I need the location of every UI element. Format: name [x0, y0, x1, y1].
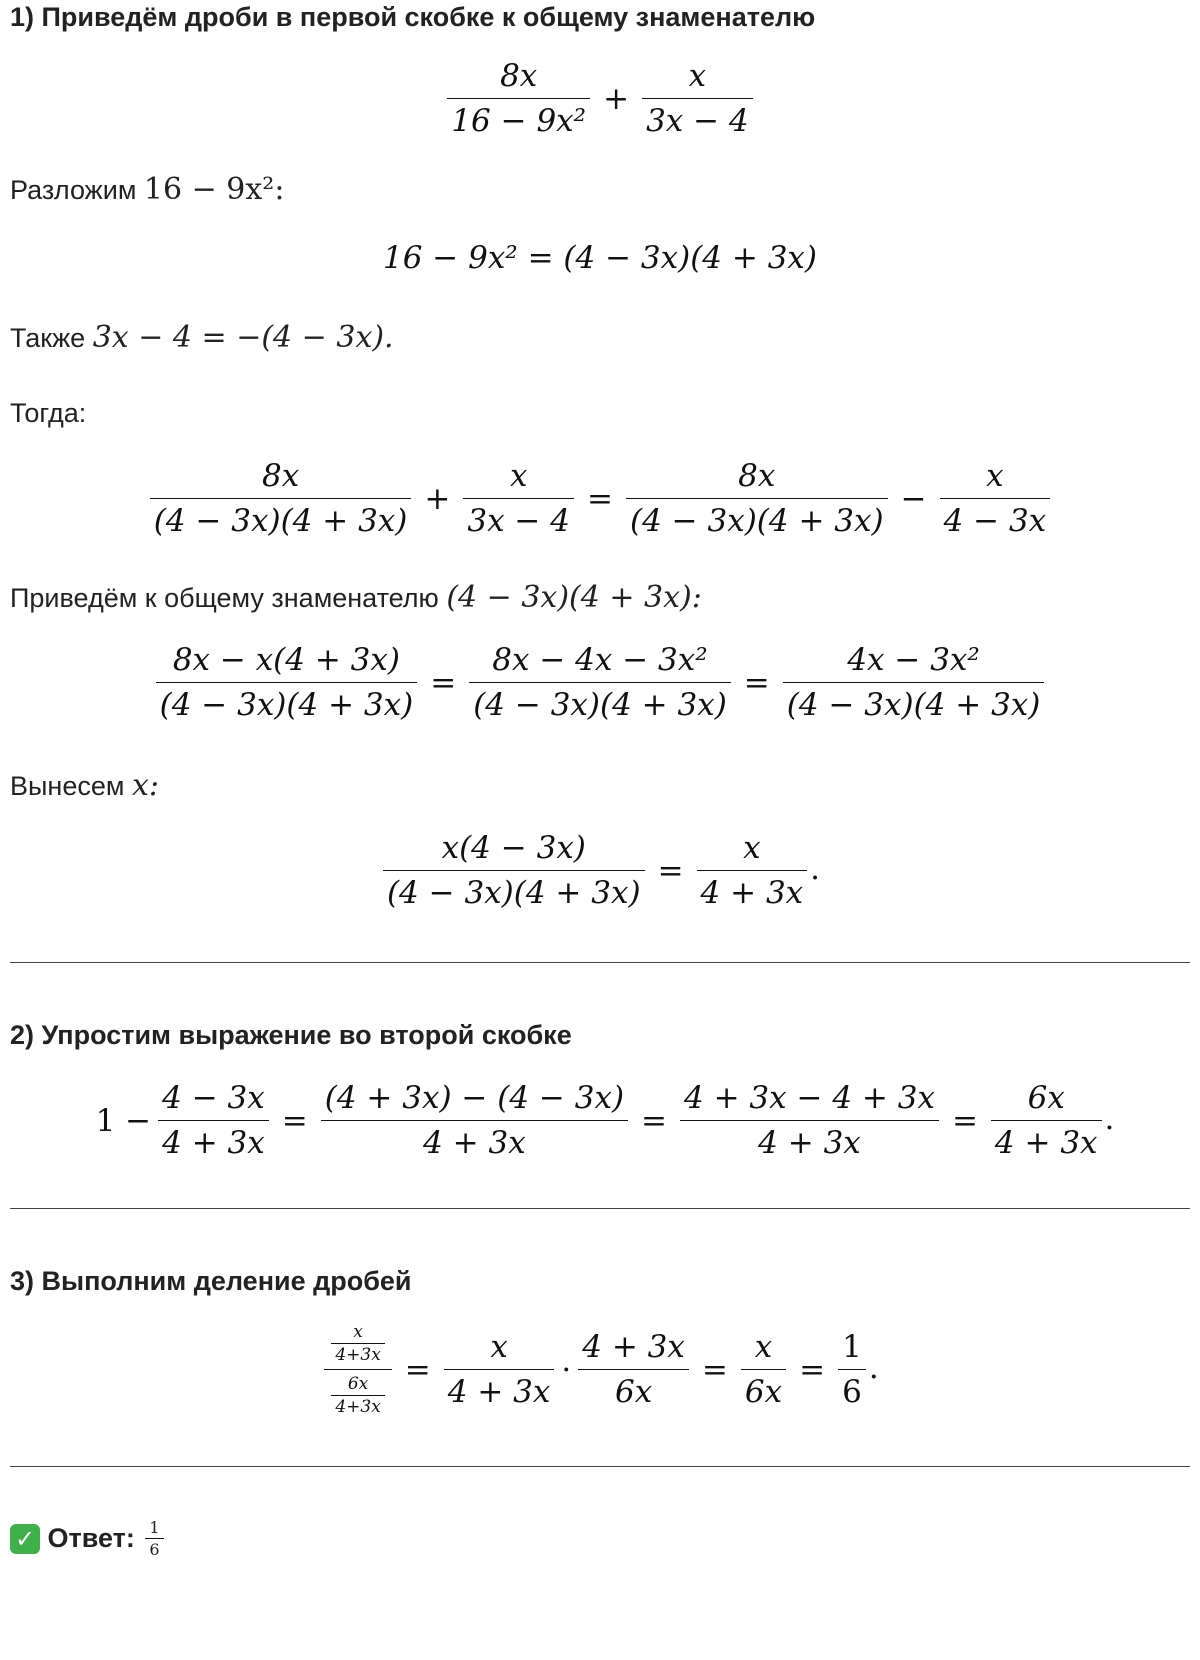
denominator: 4+3x — [335, 1345, 381, 1365]
fraction — [783, 642, 1045, 723]
answer-label: Ответ: — [47, 1523, 135, 1553]
denominator: 4 − 3x — [943, 503, 1047, 539]
period: . — [810, 851, 821, 887]
denominator: 6 — [149, 1540, 160, 1559]
equation-second-bracket: 1 − $\frac{4 - 3x}{4 + 3x}$ = $\frac{(4 + 3x) - (4 - 3x)}{4 + 3x}$ = $\frac{4 + 3x - 4 + 3x}{4 + 3x}$ = $\frac{6x}{4 + 3x}$ . — [95, 1080, 1115, 1161]
factor-expression: 16 − 9x²: — [143, 172, 285, 207]
numerator: 6x — [331, 1374, 384, 1396]
numerator: x — [741, 1329, 786, 1370]
lead-term: 1 − — [95, 1102, 152, 1139]
numerator: x(4 − 3x) — [383, 830, 645, 871]
fraction — [383, 830, 645, 911]
factor-out-expression: x: — [131, 768, 159, 803]
also-text — [10, 320, 394, 355]
divider — [10, 1466, 1190, 1467]
period: . — [1104, 1101, 1115, 1137]
equation-rewrite — [0, 458, 1200, 539]
fraction — [626, 458, 888, 539]
denominator: (4 − 3x)(4 + 3x) — [159, 687, 414, 723]
numerator: 1 — [838, 1329, 866, 1370]
denominator: 6 — [842, 1374, 862, 1410]
section-1-heading: 1) Приведём дроби в первой скобке к общему знаменателю — [10, 2, 816, 32]
multiply-dot: · — [561, 1351, 572, 1388]
inner-fraction — [331, 1374, 384, 1417]
numerator: 1 — [145, 1518, 163, 1539]
check-mark-icon: ✓ — [10, 1524, 40, 1554]
numerator: 8x — [150, 458, 412, 499]
numerator: x — [697, 830, 808, 871]
also-label: Также — [10, 323, 86, 353]
numerator: x — [331, 1322, 384, 1344]
denominator: 4 + 3x — [758, 1125, 861, 1161]
denominator: (4 − 3x)(4 + 3x) — [786, 687, 1041, 723]
fraction — [680, 1080, 939, 1161]
denominator: 4 + 3x — [700, 875, 804, 911]
factor-label: Разложим — [10, 175, 137, 205]
fraction — [321, 1080, 628, 1161]
period: . — [868, 1350, 879, 1386]
answer-fraction — [145, 1518, 163, 1559]
fraction — [642, 58, 753, 139]
equation-initial-sum — [0, 58, 1200, 139]
equals: = — [587, 480, 613, 517]
factor-text — [10, 172, 284, 207]
equation-simplified: $\frac{x(4 - 3x)}{(4 - 3x)(4 + 3x)}$ = $\frac{x}{4 + 3x}$ . — [0, 830, 1200, 911]
operator: − — [900, 480, 927, 517]
numerator: 4 + 3x − 4 + 3x — [680, 1080, 939, 1121]
numerator: x — [642, 58, 753, 99]
then-label: Тогда: — [10, 398, 87, 428]
fraction — [940, 458, 1051, 539]
common-expression: (4 − 3x)(4 + 3x): — [446, 580, 702, 615]
fraction — [838, 1329, 866, 1410]
numerator: 4x − 3x² — [783, 642, 1045, 683]
denominator: (4 − 3x)(4 + 3x) — [386, 875, 641, 911]
fraction — [150, 458, 412, 539]
numerator — [324, 1322, 391, 1370]
divider — [10, 1208, 1190, 1209]
fraction — [469, 642, 731, 723]
equation-combined: $\frac{8x - x(4 + 3x)}{(4 - 3x)(4 + 3x)}$ = $\frac{\text{8x − 4x − 3x²}}{(4 - 3x)(4 + 3x)}$ = $\frac{\text{4x − 3x²}}{(4 - 3x)(4 + 3x)}$ — [0, 642, 1200, 723]
numerator: 6x — [991, 1080, 1102, 1121]
denominator: 4 + 3x — [447, 1374, 551, 1410]
denominator: 4 + 3x — [162, 1125, 265, 1161]
denominator: (4 − 3x)(4 + 3x) — [473, 687, 727, 723]
factor-out-text — [10, 768, 159, 803]
denominator: 16 − 9x² — [451, 103, 587, 139]
operator: + — [424, 480, 451, 517]
fraction — [463, 458, 574, 539]
numerator: 8x — [447, 58, 590, 99]
section-3-heading: 3) Выполним деление дробей — [10, 1266, 412, 1296]
fraction — [991, 1080, 1102, 1161]
equation-factorization — [0, 240, 1200, 276]
denominator — [324, 1370, 391, 1417]
inner-fraction — [331, 1322, 384, 1365]
numerator: 8x — [626, 458, 888, 499]
fraction — [447, 58, 590, 139]
denominator: (4 − 3x)(4 + 3x) — [629, 503, 884, 539]
denominator: 4 + 3x — [423, 1125, 526, 1161]
numerator: 4 − 3x — [158, 1080, 269, 1121]
divider — [10, 962, 1190, 963]
fraction — [578, 1329, 689, 1410]
fraction — [156, 642, 418, 723]
denominator: 3x − 4 — [467, 503, 570, 539]
numerator: 8x − x(4 + 3x) — [156, 642, 418, 683]
also-expression: 3x − 4 = −(4 − 3x). — [92, 320, 394, 355]
denominator: 4+3x — [335, 1397, 381, 1417]
numerator: x — [463, 458, 574, 499]
factorization-expression: 16 − 9x² = (4 − 3x)(4 + 3x) — [382, 240, 818, 276]
numerator: x — [940, 458, 1051, 499]
denominator: 3x − 4 — [646, 103, 749, 139]
denominator: 4 + 3x — [994, 1125, 1098, 1161]
compound-fraction — [324, 1322, 391, 1417]
section-2-heading: 2) Упростим выражение во второй скобке — [10, 1020, 572, 1050]
denominator: 6x — [614, 1374, 653, 1410]
numerator: 4 + 3x — [578, 1329, 689, 1370]
fraction — [158, 1080, 269, 1161]
numerator: 8x − 4x − 3x² — [469, 642, 731, 683]
fraction — [697, 830, 808, 911]
numerator: (4 + 3x) − (4 − 3x) — [321, 1080, 628, 1121]
fraction — [444, 1329, 555, 1410]
operator: + — [603, 80, 630, 117]
numerator: x — [444, 1329, 555, 1370]
fraction — [741, 1329, 786, 1410]
common-label: Приведём к общему знаменателю — [10, 583, 439, 613]
factor-out-label: Вынесем — [10, 771, 125, 801]
answer-line — [10, 1518, 167, 1559]
denominator: 6x — [744, 1374, 783, 1410]
common-denominator-text — [10, 580, 702, 615]
equation-division: $\frac{\frac{x}{4+3x}}{\frac{6x}{4+3x}}$ = $\frac{x}{4 + 3x}$ · $\frac{4 + 3x}{6x}$ = $\frac{x}{6x}$ = $\frac{1}{6}$ . — [0, 1322, 1200, 1417]
denominator: (4 − 3x)(4 + 3x) — [153, 503, 408, 539]
